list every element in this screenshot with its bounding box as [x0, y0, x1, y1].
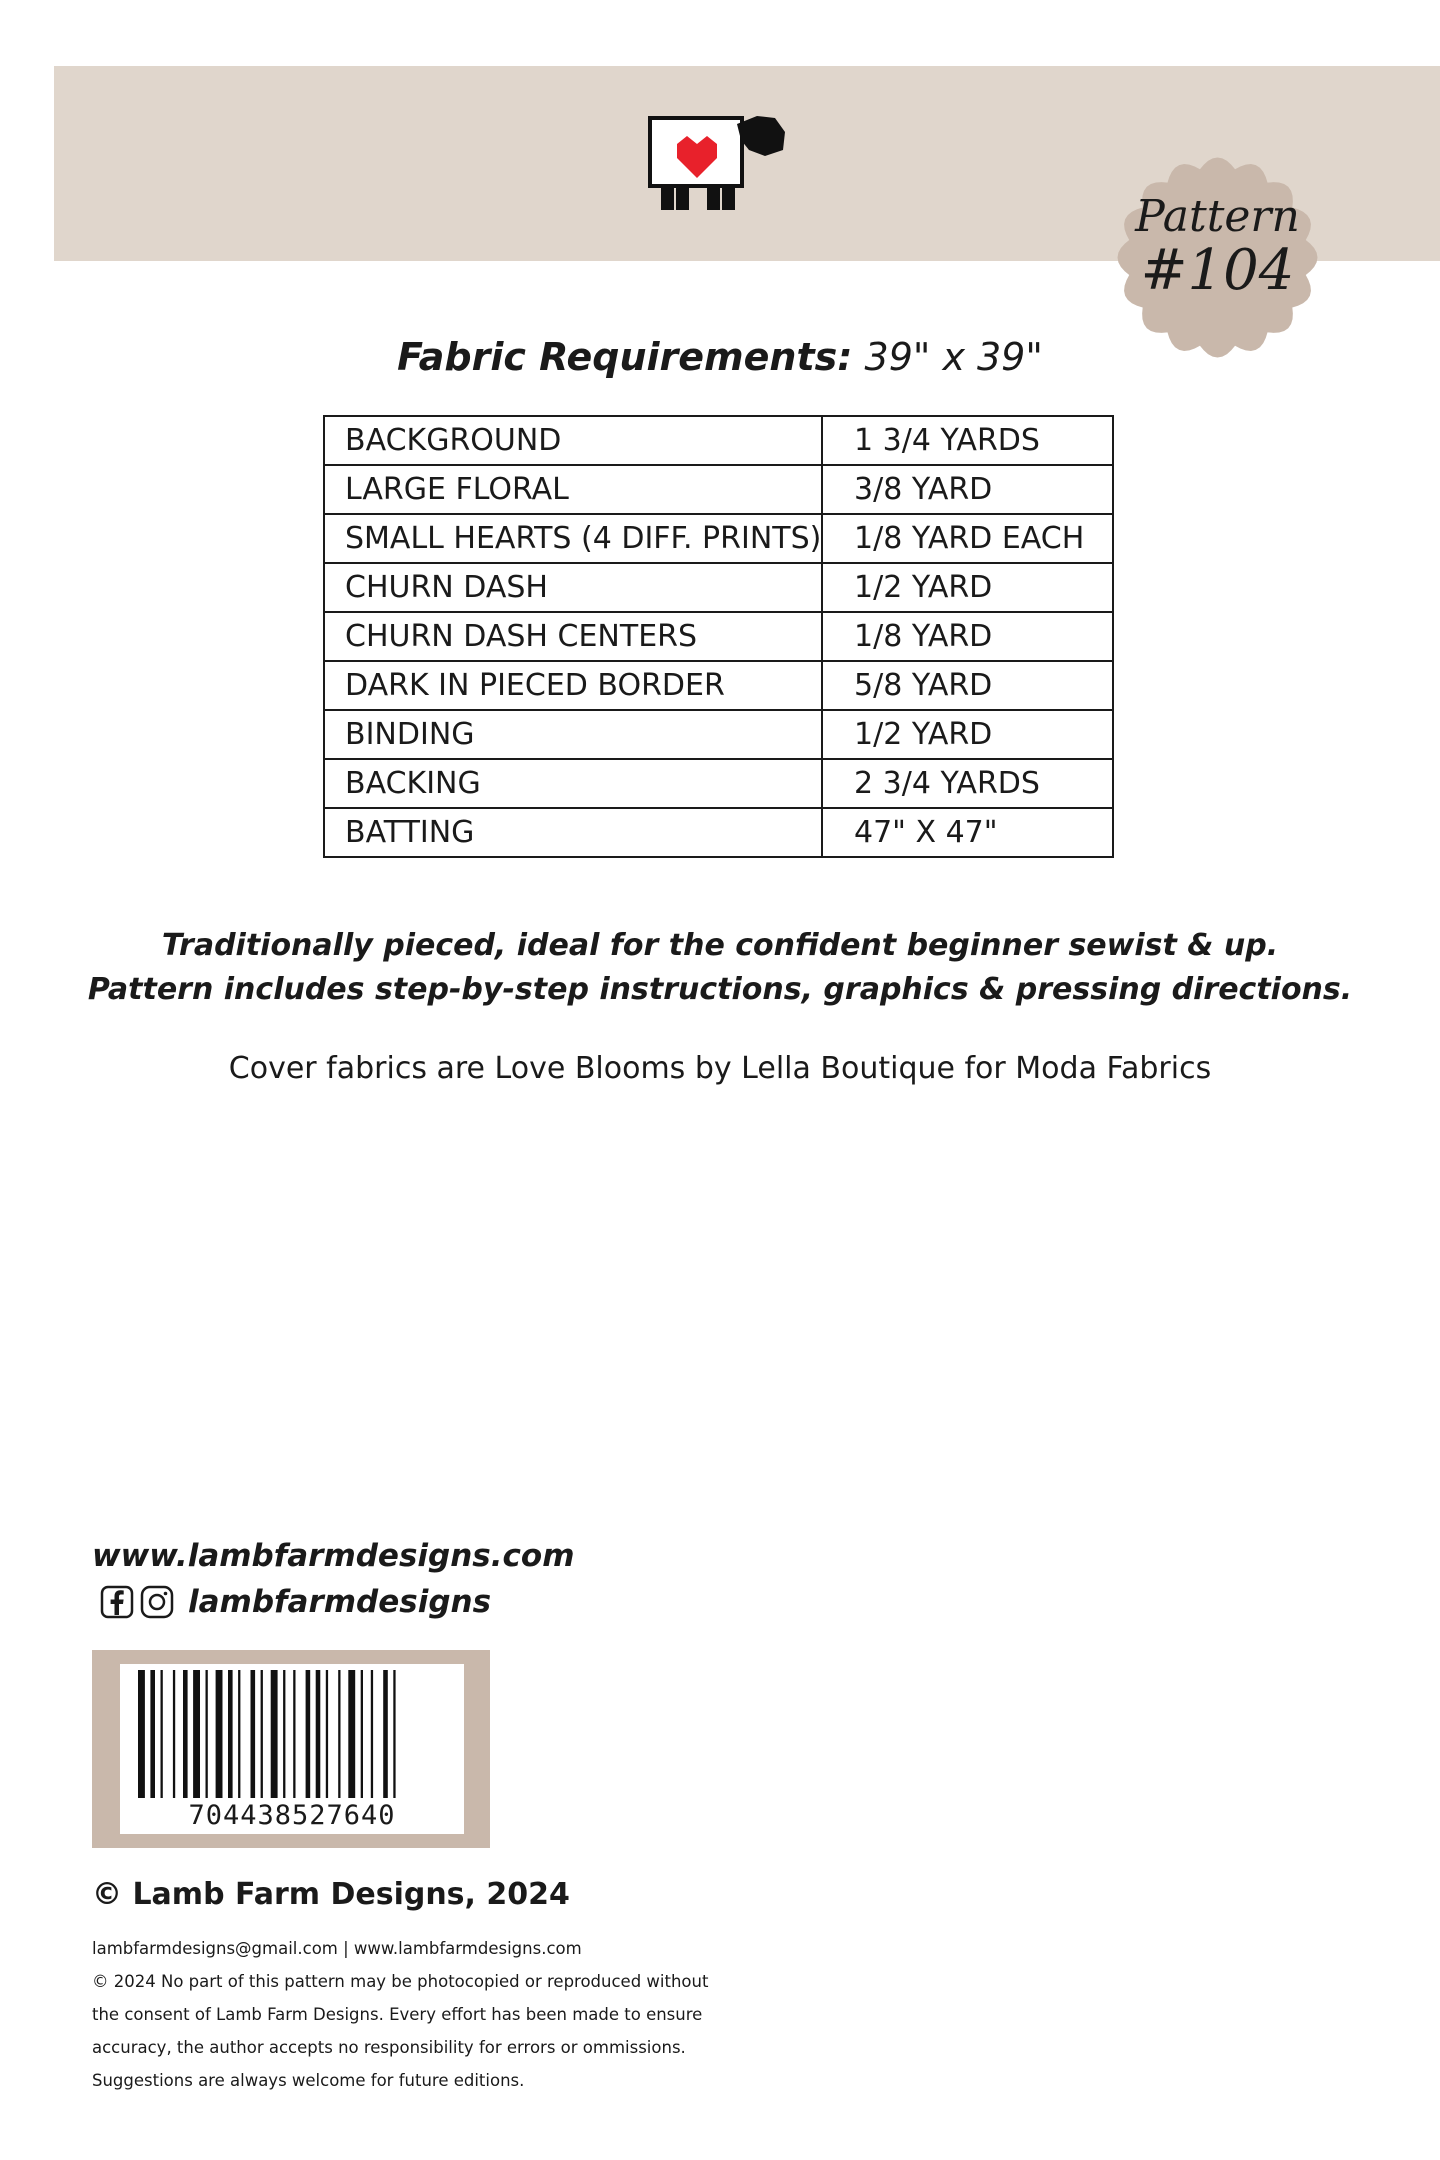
- fabric-requirements-table: [323, 415, 1114, 858]
- barcode-number: 704438527640: [188, 1800, 396, 1831]
- barcode-bar: [271, 1670, 278, 1798]
- copyright-heading: © Lamb Farm Designs, 2024: [92, 1877, 570, 1912]
- instagram-icon[interactable]: [140, 1585, 174, 1619]
- fabric-amount: 2 3/4 YARDS: [822, 759, 1113, 808]
- barcode-bar: [293, 1670, 295, 1798]
- table-row: [324, 661, 1113, 710]
- fabric-amount: 1/8 YARD EACH: [822, 514, 1113, 563]
- barcode-bar: [261, 1670, 263, 1798]
- barcode-bar: [361, 1670, 363, 1798]
- barcode-bar: [138, 1670, 145, 1798]
- barcode-bar: [348, 1670, 355, 1798]
- fabric-title-label: Fabric Requirements:: [397, 335, 853, 379]
- fabric-amount: 1 3/4 YARDS: [822, 416, 1113, 465]
- fine-print-line: © 2024 No part of this pattern may be photocopied or reproduced without: [92, 1972, 709, 1991]
- fabric-item: BACKING: [324, 759, 822, 808]
- barcode-bar: [193, 1670, 200, 1798]
- fabric-item: DARK IN PIECED BORDER: [324, 661, 822, 710]
- fine-print-line: accuracy, the author accepts no responsibility for errors or ommissions.: [92, 2038, 686, 2057]
- badge-line2: #104: [1140, 238, 1295, 303]
- fabric-item: CHURN DASH: [324, 563, 822, 612]
- barcode-bar: [383, 1670, 388, 1798]
- barcode-bar: [150, 1670, 155, 1798]
- table-row: [324, 563, 1113, 612]
- social-row: [100, 1582, 491, 1622]
- barcode-bar: [316, 1670, 321, 1798]
- barcode-bar: [206, 1670, 208, 1798]
- table-row: [324, 612, 1113, 661]
- table-row: [324, 416, 1113, 465]
- pattern-badge-label: [1110, 191, 1325, 303]
- barcode-frame: [92, 1650, 490, 1848]
- fabric-amount: 1/2 YARD: [822, 710, 1113, 759]
- table-row: [324, 808, 1113, 857]
- barcode-bar: [306, 1670, 311, 1798]
- note-line1: Traditionally pieced, ideal for the confident beginner sewist & up.: [161, 928, 1279, 963]
- facebook-icon[interactable]: [100, 1585, 134, 1619]
- fabric-amount: 47" X 47": [822, 808, 1113, 857]
- fabric-item: LARGE FLORAL: [324, 465, 822, 514]
- fabric-credit: Cover fabrics are Love Blooms by Lella Boutique for Moda Fabrics: [228, 1051, 1212, 1086]
- fabric-item: SMALL HEARTS (4 DIFF. PRINTS): [324, 514, 822, 563]
- barcode-bar: [173, 1670, 175, 1798]
- fabric-amount: 1/2 YARD: [822, 563, 1113, 612]
- fabric-item: BINDING: [324, 710, 822, 759]
- barcode-bar: [251, 1670, 256, 1798]
- fabric-amount: 3/8 YARD: [822, 465, 1113, 514]
- table-row: [324, 710, 1113, 759]
- table-row: [324, 759, 1113, 808]
- fine-print-line: lambfarmdesigns@gmail.com | www.lambfarmdesigns.com: [92, 1939, 582, 1958]
- sheep-heart-logo-icon: [645, 110, 790, 220]
- barcode-bar: [238, 1670, 240, 1798]
- website-link[interactable]: www.lambfarmdesigns.com: [92, 1538, 575, 1574]
- barcode-bar: [161, 1670, 163, 1798]
- barcode-bar: [393, 1670, 395, 1798]
- badge-line1: Pattern: [1135, 191, 1300, 242]
- barcode-bar: [326, 1670, 328, 1798]
- fabric-title-size: 39" x 39": [864, 335, 1043, 379]
- fabric-item: BACKGROUND: [324, 416, 822, 465]
- barcode-bar: [228, 1670, 233, 1798]
- fabric-item: BATTING: [324, 808, 822, 857]
- barcode: [120, 1664, 464, 1834]
- barcode-bar: [216, 1670, 223, 1798]
- fine-print: [92, 1932, 732, 2097]
- barcode-bar: [183, 1670, 188, 1798]
- barcode-bar: [371, 1670, 373, 1798]
- fabric-amount: 1/8 YARD: [822, 612, 1113, 661]
- fine-print-line: Suggestions are always welcome for future editions.: [92, 2071, 525, 2090]
- table-row: [324, 465, 1113, 514]
- barcode-bar: [283, 1670, 285, 1798]
- barcode-bar: [338, 1670, 340, 1798]
- note-line2: Pattern includes step-by-step instructions, graphics & pressing directions.: [87, 972, 1353, 1007]
- social-handle[interactable]: lambfarmdesigns: [188, 1584, 492, 1620]
- fine-print-line: the consent of Lamb Farm Designs. Every effort has been made to ensure: [92, 2005, 703, 2024]
- fabric-amount: 5/8 YARD: [822, 661, 1113, 710]
- table-row: [324, 514, 1113, 563]
- fabric-item: CHURN DASH CENTERS: [324, 612, 822, 661]
- fabric-requirements-title: [0, 335, 1440, 379]
